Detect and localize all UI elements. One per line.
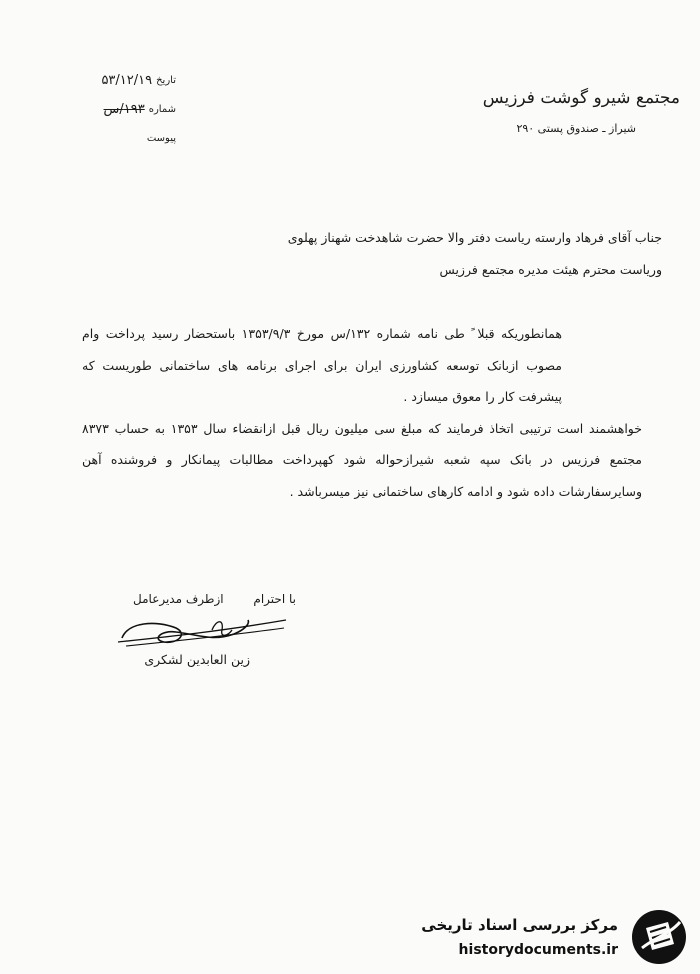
date-row (26, 66, 176, 95)
body-paragraph-2: خواهشمند است ترتیبی اتخاذ فرمایند که مبلغ سی میلیون ریال قبل ازانقضاء سال ۱۳۵۳ به حساب ۸۳۷۳ مجتمع فرزیس در بانک سپه شعبه شیرازحواله شود کهپرداخت مطالبات پیمانکار و فروشنده آهن وسایرسفارشات داده شود و ادامه کارهای ساختمانی نیز میسرباشد . (82, 420, 642, 499)
body-paragraph-1: همانطوریکه قبلا ً طی نامه شماره ۱۳۲/س مورخ ۱۳۵۳/۹/۳ باستحضار رسید پرداخت وام مصوب ازبانک توسعه کشاورزی ایران برای اجرای برنامه های ساختمانی طوریست که پیشرفت کار را معوق میسازد . (82, 326, 562, 405)
organization-name: مجتمع شیرو گوشت فرزیس (482, 88, 680, 108)
number-label: شماره (148, 104, 176, 115)
watermark-title: مرکز بررسی اسناد تاریخی (421, 916, 618, 934)
watermark-url: historydocuments.ir (458, 942, 618, 958)
date-value: ۵۳/۱۲/۱۹ (101, 73, 153, 88)
letterhead (420, 88, 680, 135)
closing-on-behalf: ازطرف مدیرعامل (133, 592, 224, 606)
date-label: تاریخ (156, 75, 176, 86)
number-row (26, 95, 176, 124)
addressee (62, 222, 662, 286)
document-meta (26, 66, 176, 153)
watermark (421, 906, 690, 968)
handwritten-signature (116, 612, 288, 654)
addressee-line-2: وریاست محترم هیئت مدیره مجتمع فرزیس (439, 262, 662, 277)
number-value: ۱۹۳/س (103, 102, 145, 117)
letter-body (82, 318, 642, 508)
signer-name: زین العابدین لشکری (144, 652, 250, 667)
closing (107, 592, 296, 606)
attachment-row (26, 124, 176, 153)
archive-logo-icon (630, 908, 688, 966)
organization-address: شیراز ـ صندوق پستی ۲۹۰ (516, 122, 636, 135)
addressee-line-1: جناب آقای فرهاد وارسته ریاست دفتر والا حضرت شاهدخت شهناز پهلوی (287, 230, 662, 245)
attachment-label: پیوست (146, 133, 176, 144)
closing-regards: با احترام (253, 592, 296, 606)
